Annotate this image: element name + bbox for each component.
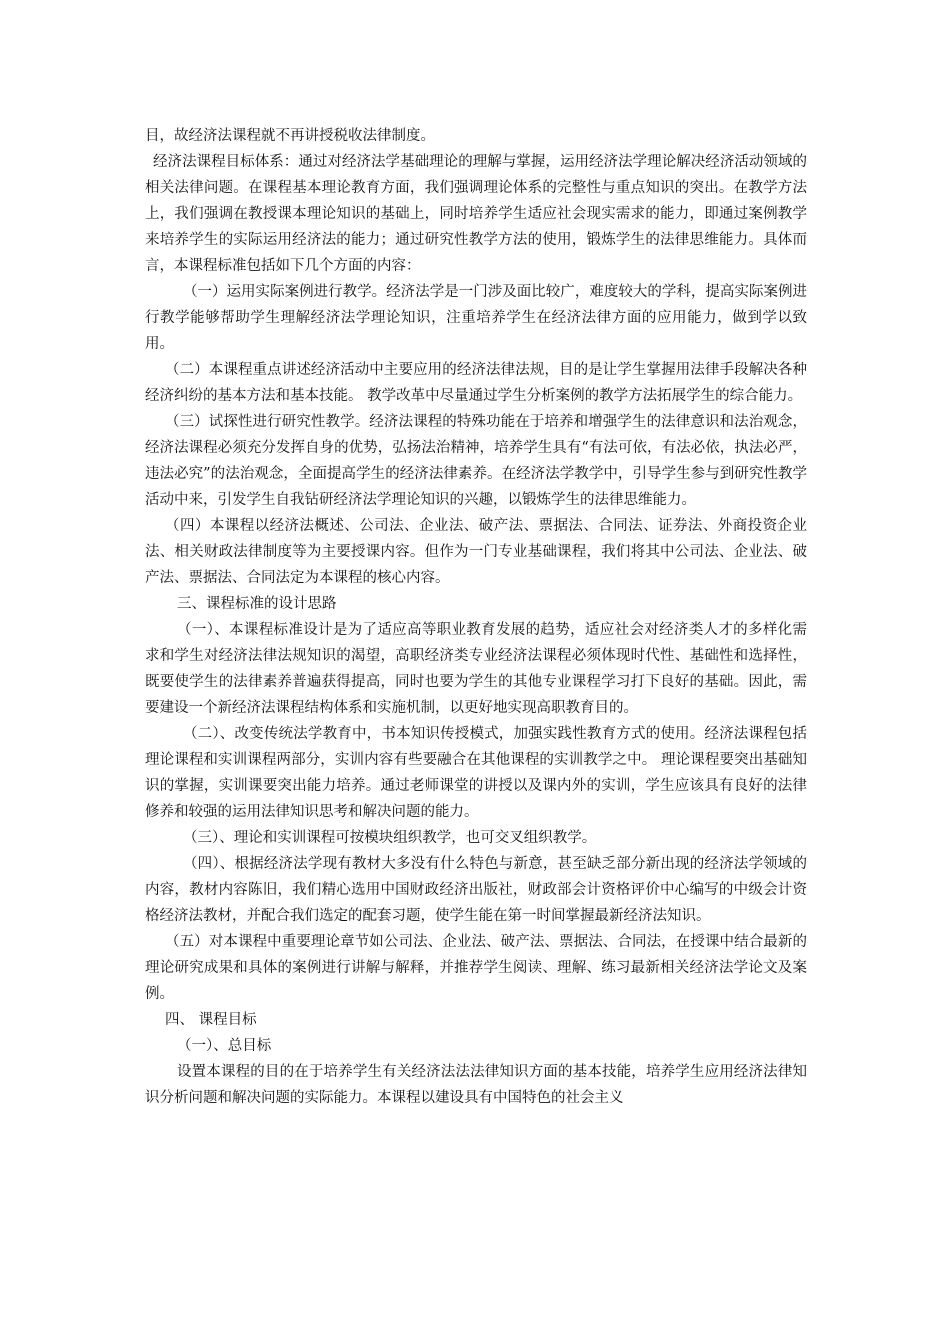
paragraph-item-1: （一）运用实际案例进行教学。经济法学是一门涉及面比较广，难度较大的学科，提高实际案例进行教学能够帮助学生理解经济法学理论知识，注重培养学生在经济法律方面的应用能力，做到学以致用。	[145, 284, 807, 352]
section-heading-design-ideas: 三、课程标准的设计思路	[177, 596, 337, 612]
paragraph-design-5: （五）对本课程中重要理论章节如公司法、企业法、破产法、票据法、合同法，在授课中结合最新的理论研究成果和具体的案例进行讲解与解释，并推荐学生阅读、理解、练习最新相关经济法学论文及案例。	[145, 934, 807, 1002]
paragraph-design-2: （二）、改变传统法学教育中，书本知识传授模式，加强实践性教育方式的使用。经济法课程包括理论课程和实训课程两部分，实训内容有些要融合在其他课程的实训教学之中。 理论课程要突出基础知识的掌握，实训课要突出能力培养。通过老师课堂的讲授以及课内外的实训，学生应该具有良好的法律修养和较强的运用法律知识思考和解决问题的能力。	[145, 726, 807, 820]
paragraph-item-3: （三）试探性进行研究性教学。经济法课程的特殊功能在于培养和增强学生的法律意识和法治观念，经济法课程必须充分发挥自身的优势，弘扬法治精神，培养学生具有“有法可依，有法必依，执法必严，违法必究”的法治观念，全面提高学生的经济法律素养。在经济法学教学中，引导学生参与到研究性教学活动中来，引发学生自我钻研经济法学理论知识的兴趣，以锻炼学生的法律思维能力。	[145, 414, 807, 508]
paragraph-design-4: （四）、根据经济法学现有教材大多没有什么特色与新意，甚至缺乏部分新出现的经济法学领域的内容，教材内容陈旧，我们精心选用中国财政经济出版社，财政部会计资格评价中心编写的中级会计资格经济法教材，并配合我们选定的配套习题，使学生能在第一时间掌握最新经济法知识。	[145, 856, 807, 924]
paragraph-design-3: （三）、理论和实训课程可按模块组织教学，也可交叉组织教学。	[183, 830, 597, 846]
paragraph-continuation: 目，故经济法课程就不再讲授税收法律制度。	[145, 128, 435, 144]
paragraph-item-2: （二）本课程重点讲述经济活动中主要应用的经济法律法规，目的是让学生掌握用法律手段解决各种经济纠纷的基本方法和基本技能。 教学改革中尽量通过学生分析案例的教学方法拓展学生的综合能力。	[145, 362, 807, 404]
paragraph-overall-goal: 设置本课程的目的在于培养学生有关经济法法法律知识方面的基本技能，培养学生应用经济法律知识分析问题和解决问题的实际能力。本课程以建设具有中国特色的社会主义	[145, 1064, 807, 1106]
document-body	[145, 123, 807, 1111]
subsection-heading-overall-goal: （一）、总目标	[177, 1038, 272, 1054]
paragraph-design-1: （一）、本课程标准设计是为了适应高等职业教育发展的趋势，适应社会对经济类人才的多样化需求和学生对经济法律法规知识的渴望，高职经济类专业经济法课程必须体现时代性、基础性和选择性，既要使学生的法律素养普遍获得提高，同时也要为学生的其他专业课程学习打下良好的基础。因此，需要建设一个新经济法课程结构体系和实施机制，以更好地实现高职教育目的。	[145, 622, 807, 716]
paragraph-item-4: （四）本课程以经济法概述、公司法、企业法、破产法、票据法、合同法、证券法、外商投资企业法、相关财政法律制度等为主要授课内容。但作为一门专业基础课程，我们将其中公司法、企业法、破产法、票据法、合同法定为本课程的核心内容。	[145, 518, 807, 586]
section-heading-course-goals: 四、 课程目标	[165, 1012, 257, 1028]
paragraph-course-goal-system: 经济法课程目标体系：通过对经济法学基础理论的理解与掌握，运用经济法学理论解决经济活动领域的相关法律问题。在课程基本理论教育方面，我们强调理论体系的完整性与重点知识的突出。在教学方法上，我们强调在教授课本理论知识的基础上，同时培养学生适应社会现实需求的能力，即通过案例教学来培养学生的实际运用经济法的能力；通过研究性教学方法的使用，锻炼学生的法律思维能力。具体而言，本课程标准包括如下几个方面的内容：	[145, 154, 807, 274]
